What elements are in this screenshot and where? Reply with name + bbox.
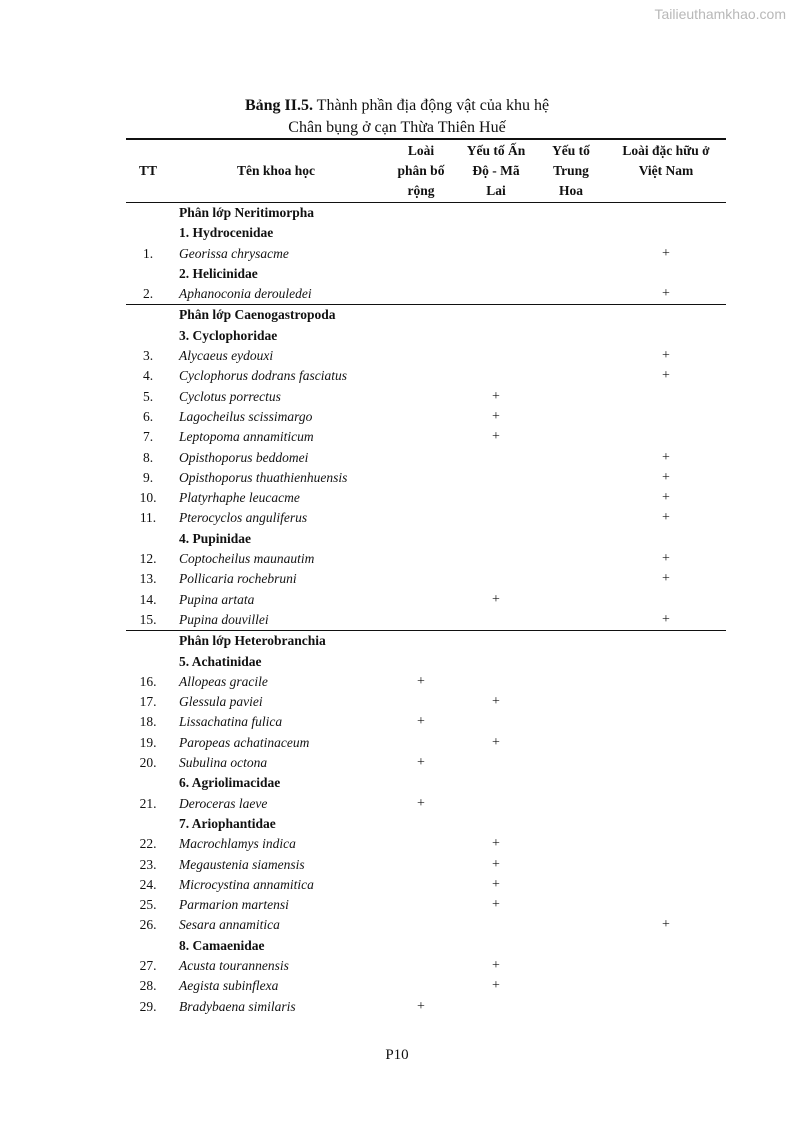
species-name: Leptopoma annamiticum (179, 429, 314, 445)
table-row (126, 692, 726, 712)
species-name: Alycaeus eydouxi (179, 348, 274, 364)
species-name: Subulina octona (179, 755, 268, 771)
page-number: P10 (385, 1047, 409, 1063)
table-row (126, 468, 726, 488)
table-row (126, 834, 726, 854)
group-row (126, 264, 726, 284)
group-label: Phân lớp Neritimorpha (179, 205, 314, 220)
species-name: Lagocheilus scissimargo (179, 408, 313, 424)
group-row (126, 223, 726, 243)
species-name: Platyrhaphe leucacme (179, 490, 300, 506)
row-number: 28. (139, 978, 157, 994)
presence-mark: + (492, 836, 500, 852)
presence-mark: + (492, 591, 500, 607)
row-number: 26. (139, 917, 157, 933)
group-row (126, 631, 726, 651)
row-number: 25. (139, 897, 157, 913)
table-row (126, 407, 726, 427)
table-row (126, 956, 726, 976)
species-name: Lissachatina fulica (179, 714, 283, 730)
table-row (126, 448, 726, 468)
row-number: 17. (139, 694, 157, 710)
presence-mark: + (662, 368, 670, 384)
species-name: Allopeas gracile (179, 673, 268, 689)
row-number: 27. (139, 957, 157, 973)
presence-mark: + (492, 876, 500, 892)
group-row (126, 305, 726, 325)
group-row (126, 773, 726, 793)
table-number: Bảng II.5. (244, 97, 313, 114)
species-name: Bradybaena similaris (179, 998, 296, 1014)
row-number: 20. (139, 755, 157, 771)
header-indo-malay: Yếu tố Ấn Độ - Mã Lai (466, 143, 526, 198)
table-row (126, 997, 726, 1017)
row-number: 7. (142, 429, 154, 445)
table-row (126, 366, 726, 386)
row-number: 15. (139, 611, 157, 627)
row-number: 5. (142, 388, 154, 404)
species-name: Coptocheilus maunautim (179, 551, 315, 567)
group-label: 6. Agriolimacidae (179, 775, 281, 791)
header-tt: TT (138, 163, 157, 178)
presence-mark: + (417, 714, 425, 730)
group-row (126, 203, 726, 223)
table-row (126, 794, 726, 814)
table-row (126, 712, 726, 732)
table-row (126, 488, 726, 508)
watermark: Tailieuthamkhao.com (654, 6, 786, 22)
table-row (126, 875, 726, 895)
species-name: Macrochlamys indica (179, 836, 296, 852)
table-row (126, 387, 726, 407)
group-label: 2. Helicinidae (179, 265, 258, 281)
species-name: Paropeas achatinaceum (179, 734, 310, 750)
group-row (126, 936, 726, 956)
row-number: 16. (139, 673, 157, 689)
row-number: 4. (142, 368, 154, 384)
row-number: 21. (139, 795, 157, 811)
table-row (126, 284, 726, 304)
group-label: 8. Camaenidae (179, 937, 265, 953)
row-number: 18. (139, 714, 157, 730)
presence-mark: + (492, 957, 500, 973)
presence-mark: + (662, 449, 670, 465)
row-number: 1. (142, 245, 154, 261)
group-label: 4. Pupinidae (179, 530, 252, 546)
table-row (126, 733, 726, 753)
row-number: 10. (139, 490, 157, 506)
species-name: Megaustenia siamensis (179, 856, 305, 872)
presence-mark: + (662, 245, 670, 261)
presence-mark: + (417, 795, 425, 811)
row-number: 14. (139, 591, 157, 607)
presence-mark: + (662, 571, 670, 587)
species-name: Pupina douvillei (179, 611, 269, 627)
presence-mark: + (492, 734, 500, 750)
table-row (126, 610, 726, 630)
table-row (126, 549, 726, 569)
table-row (126, 855, 726, 875)
presence-mark: + (417, 755, 425, 771)
table-body (126, 203, 726, 1017)
row-number: 6. (142, 408, 154, 424)
fauna-table (126, 138, 726, 1017)
species-name: Parmarion martensi (179, 897, 289, 913)
presence-mark: + (492, 429, 500, 445)
title-line-1: Thành phần địa động vật của khu hệ (312, 97, 550, 114)
presence-mark: + (662, 917, 670, 933)
row-number: 11. (139, 510, 157, 526)
group-label: Phân lớp Caenogastropoda (179, 307, 336, 323)
row-number: 23. (139, 856, 157, 872)
species-name: Sesara annamitica (179, 917, 280, 933)
title-line-2: Chân bụng ở cạn Thừa Thiên Huế (288, 119, 506, 136)
table-row (126, 915, 726, 935)
presence-mark: + (662, 611, 670, 627)
table-row (126, 753, 726, 773)
row-number: 2. (142, 286, 154, 302)
row-number: 3. (142, 348, 154, 364)
presence-mark: + (662, 551, 670, 567)
group-label: 5. Achatinidae (179, 653, 262, 669)
table-row (126, 508, 726, 528)
species-name: Aegista subinflexa (179, 978, 279, 994)
group-row (126, 529, 726, 549)
group-label: 3. Cyclophoridae (179, 327, 278, 343)
presence-mark: + (662, 348, 670, 364)
group-label: 1. Hydrocenidae (179, 225, 274, 241)
species-name: Microcystina annamitica (179, 876, 314, 892)
table-row (126, 976, 726, 996)
header-widespread: Loài phân bố rộng (397, 143, 445, 198)
group-row (126, 326, 726, 346)
species-name: Pterocyclos anguliferus (179, 510, 308, 526)
table-row (126, 672, 726, 692)
row-number: 22. (139, 836, 157, 852)
presence-mark: + (492, 408, 500, 424)
row-number: 12. (139, 551, 157, 567)
presence-mark: + (492, 978, 500, 994)
presence-mark: + (662, 490, 670, 506)
header-name: Tên khoa học (236, 163, 316, 178)
group-row (126, 814, 726, 834)
table-row (126, 569, 726, 589)
species-name: Glessula paviei (179, 694, 263, 710)
presence-mark: + (662, 510, 670, 526)
presence-mark: + (417, 673, 425, 689)
species-name: Acusta tourannensis (179, 957, 289, 973)
row-number: 29. (139, 998, 157, 1014)
species-name: Pupina artata (179, 591, 255, 607)
species-name: Opisthoporus beddomei (179, 449, 309, 465)
group-label: 7. Ariophantidae (179, 815, 276, 831)
presence-mark: + (492, 856, 500, 872)
table-header (126, 140, 726, 202)
table-row (126, 895, 726, 915)
group-row (126, 652, 726, 672)
presence-mark: + (417, 998, 425, 1014)
presence-mark: + (662, 286, 670, 302)
row-number: 19. (139, 734, 157, 750)
row-number: 13. (139, 571, 157, 587)
species-name: Cyclotus porrectus (179, 388, 281, 404)
header-endemic: Loài đặc hữu ở Việt Nam (622, 143, 710, 178)
table-row (126, 427, 726, 447)
table-row (126, 244, 726, 264)
table-row (126, 590, 726, 610)
species-name: Opisthoporus thuathienhuensis (179, 469, 348, 485)
presence-mark: + (492, 388, 500, 404)
species-name: Georissa chrysacme (179, 245, 289, 261)
presence-mark: + (662, 469, 670, 485)
row-number: 9. (142, 469, 154, 485)
header-chinese: Yếu tố Trung Hoa (552, 143, 590, 198)
species-name: Pollicaria rochebruni (179, 571, 297, 587)
presence-mark: + (492, 897, 500, 913)
group-label: Phân lớp Heterobranchia (179, 633, 326, 649)
species-name: Deroceras laeve (179, 795, 268, 811)
species-name: Cyclophorus dodrans fasciatus (179, 368, 348, 384)
table-row (126, 346, 726, 366)
row-number: 8. (142, 449, 154, 465)
row-number: 24. (139, 876, 157, 892)
presence-mark: + (492, 694, 500, 710)
species-name: Aphanoconia derouledei (179, 286, 312, 302)
table-title (0, 95, 794, 139)
